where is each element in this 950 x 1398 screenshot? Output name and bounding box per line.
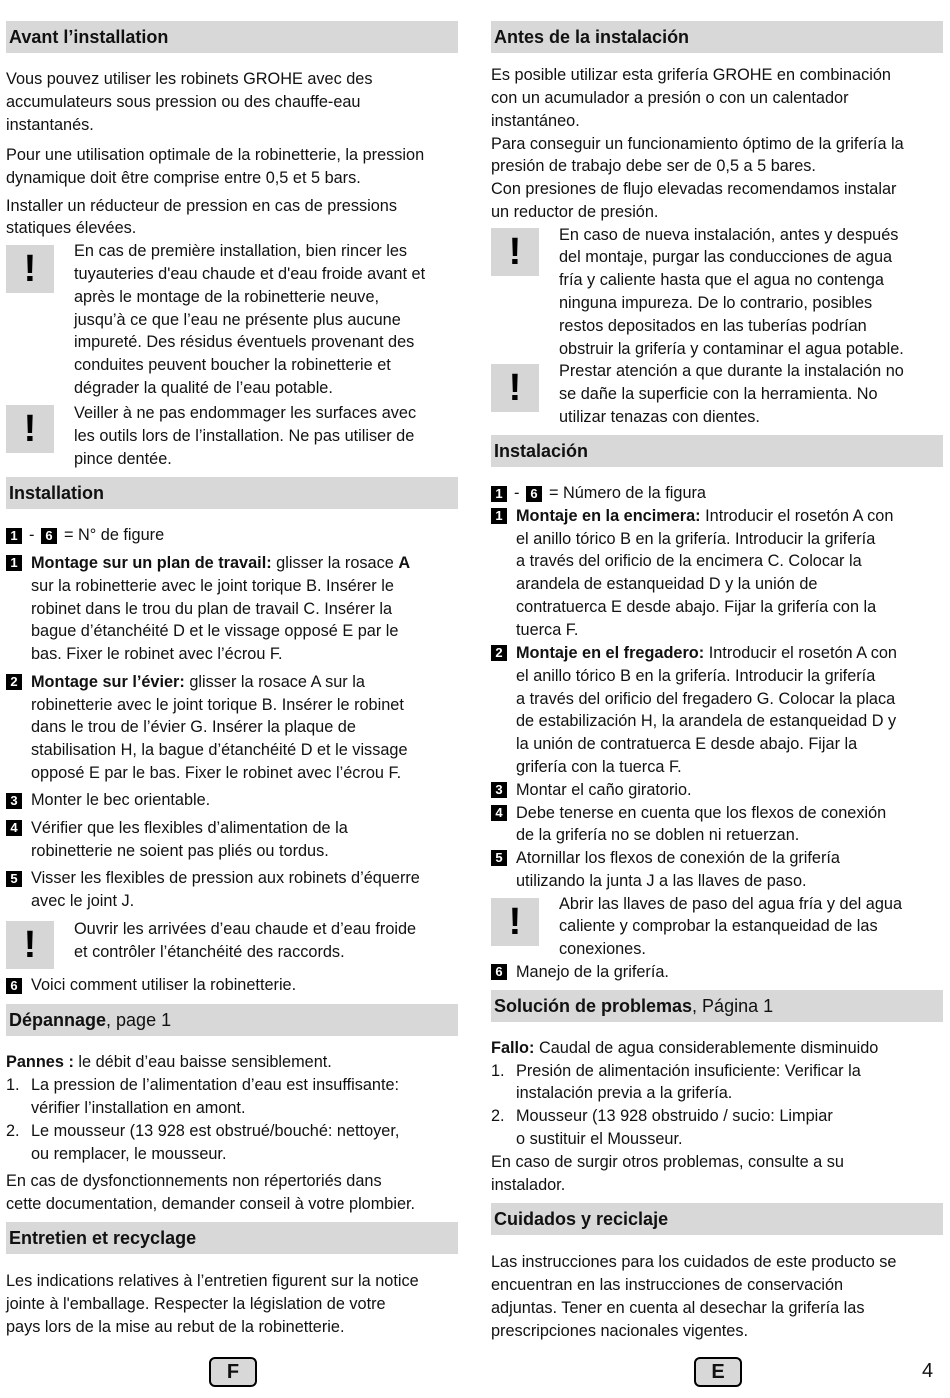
fault-item-line: Presión de alimentación insuficiente: Verificar la: [516, 1062, 861, 1080]
text-line: En cas de dysfonctionnements non répertoriés dans: [6, 1172, 382, 1190]
step-number: 1: [491, 508, 507, 524]
step-number: 2: [491, 645, 507, 661]
text-line: prescripciones nacionales vigentes.: [491, 1322, 749, 1340]
step-line: stabilisation H, la bague d’étanchéité D et le vissage: [31, 741, 408, 759]
heading-installation: Installation: [6, 477, 458, 509]
warning-text-line: Abrir las llaves de paso del agua fría y del agua: [559, 895, 903, 913]
text-line: con un acumulador a presión o con un calentador: [491, 89, 849, 107]
step-line: bague d’étanchéité D et le vissage opposé E par le: [31, 622, 399, 640]
text-line: adjuntas. Tener en cuenta al desechar la grifería las: [491, 1299, 865, 1317]
step-line: el anillo tórico B en la grifería. Introducir la grifería: [516, 667, 876, 685]
step-number: 4: [6, 820, 22, 836]
step-line: robinetterie ne soient pas pliés ou tordus.: [31, 842, 329, 860]
warning-text-line: Veiller à ne pas endommager les surfaces avec: [74, 404, 417, 422]
text-line: Pour une utilisation optimale de la robinetterie, la pression: [6, 146, 425, 164]
heading-installation: Instalación: [491, 435, 943, 467]
warning-text-line: se dañe la superficie con la herramienta. No: [559, 385, 878, 403]
step-line: Montage sur l’évier: glisser la rosace A sur la: [31, 673, 365, 691]
warning-text-line: En caso de nueva instalación, antes y después: [559, 226, 899, 244]
warning-text-line: obstruir la grifería y contaminar el agua potable.: [559, 340, 904, 358]
fault-line: Pannes : le débit d’eau baisse sensiblement.: [6, 1053, 332, 1071]
step-line: el anillo tórico B en la grifería. Introducir la grifería: [516, 530, 876, 548]
warning-text-line: impureté. Des résidus éventuels provenant des: [74, 333, 415, 351]
step-line: Monter le bec orientable.: [31, 791, 211, 809]
text-line: accumulateurs sous pression ou des chauffe-eau: [6, 93, 361, 111]
figure-range: 1 - 6 = Número de la figura: [491, 482, 706, 505]
warning-text-line: les outils lors de l’installation. Ne pas utiliser de: [74, 427, 415, 445]
step-line: Montage sur un plan de travail: glisser la rosace A: [31, 554, 411, 572]
step-line: de la grifería no se doblen ni retuerzan.: [516, 826, 800, 844]
text-line: Vous pouvez utiliser les robinets GROHE avec des: [6, 70, 373, 88]
step-line: Debe tenerse en cuenta que los flexos de conexión: [516, 804, 887, 822]
warning-text-line: et contrôler l’étanchéité des raccords.: [74, 943, 345, 961]
step-line: bas. Fixer le robinet avec l’écrou F.: [31, 645, 283, 663]
warning-text-line: jusqu’à ce que l’eau ne présente plus aucune: [74, 311, 401, 329]
fault-line: Fallo: Caudal de agua considerablemente disminuido: [491, 1039, 879, 1057]
heading-care-recycling: Entretien et recyclage: [6, 1222, 458, 1254]
warning-text-line: caliente y comprobar la estanqueidad de las: [559, 917, 878, 935]
fault-item-line: La pression de l’alimentation d’eau est insuffisante:: [31, 1076, 400, 1094]
warning-box: [6, 405, 54, 453]
step-line: sur la robinetterie avec le joint torique B. Insérer le: [31, 577, 394, 595]
warning-text-line: conexiones.: [559, 940, 646, 958]
warning-box: [6, 921, 54, 969]
exclamation-warning-icon: !: [508, 901, 522, 943]
step-line: contratuerca E desde abajo. Fijar la grifería con la: [516, 598, 877, 616]
step-line: arandela de estanqueidad D y la unión de: [516, 575, 818, 593]
warning-text-line: En cas de première installation, bien rincer les: [74, 242, 408, 260]
heading-care-recycling: Cuidados y reciclaje: [491, 1203, 943, 1235]
text-line: Es posible utilizar esta grifería GROHE en combinación: [491, 66, 891, 84]
warning-text-line: Prestar atención a que durante la instalación no: [559, 362, 904, 380]
step-line: Montaje en el fregadero: Introducir el rosetón A con: [516, 644, 897, 662]
heading-before-installation: Avant l’installation: [6, 21, 458, 53]
heading-troubleshooting: Solución de problemas, Página 1: [491, 990, 943, 1022]
language-badge-french: F: [209, 1357, 257, 1387]
step-line: la unión de contratuerca E desde abajo. Fijar la: [516, 735, 858, 753]
warning-box: [491, 228, 539, 276]
text-line: pays lors de la mise au rebut de la robinetterie.: [6, 1318, 345, 1336]
warning-text-line: fría y caliente hasta que el agua no contenga: [559, 271, 884, 289]
step-line: Montar el caño giratorio.: [516, 781, 692, 799]
fault-number: 2.: [6, 1122, 20, 1140]
exclamation-warning-icon: !: [23, 408, 37, 450]
text-line: instalador.: [491, 1176, 566, 1194]
step-line: dans le trou de l’évier G. Insérer la plaque de: [31, 718, 356, 736]
step-line: tuerca F.: [516, 621, 579, 639]
fault-item-line: Le mousseur (13 928 est obstrué/bouché: nettoyer,: [31, 1122, 400, 1140]
warning-box: [6, 245, 54, 293]
fault-number: 2.: [491, 1107, 505, 1125]
warning-text-line: del montaje, purgar las conducciones de agua: [559, 248, 893, 266]
text-line: Les indications relatives à l’entretien figurent sur la notice: [6, 1272, 419, 1290]
text-line: instantáneo.: [491, 112, 580, 130]
step-line: de estabilización H, la arandela de estanqueidad D y: [516, 712, 897, 730]
exclamation-warning-icon: !: [508, 367, 522, 409]
warning-text-line: tuyauteries d'eau chaude et d'eau froide avant et: [74, 265, 426, 283]
fault-item-line: ou remplacer, le mousseur.: [31, 1145, 227, 1163]
exclamation-warning-icon: !: [508, 231, 522, 273]
step-line: Montaje en la encimera: Introducir el rosetón A con: [516, 507, 894, 525]
warning-text-line: utilizar tenazas con dientes.: [559, 408, 760, 426]
step-number: 3: [491, 782, 507, 798]
step-line: opposé E par le bas. Fixer le robinet avec l’écrou F.: [31, 764, 402, 782]
text-line: Para conseguir un funcionamiento óptimo de la grifería la: [491, 135, 904, 153]
warning-text-line: pince dentée.: [74, 450, 172, 468]
step-line: avec le joint J.: [31, 892, 135, 910]
text-line: En caso de surgir otros problemas, consulte a su: [491, 1153, 844, 1171]
language-badge-spanish: E: [694, 1357, 742, 1387]
fault-item-line: Mousseur (13 928 obstruido / sucio: Limpiar: [516, 1107, 833, 1125]
fault-item-line: vérifier l’installation en amont.: [31, 1099, 246, 1117]
warning-text-line: Ouvrir les arrivées d’eau chaude et d’eau froide: [74, 920, 417, 938]
step-number: 2: [6, 674, 22, 690]
warning-text-line: après le montage de la robinetterie neuve,: [74, 288, 380, 306]
step-number: 5: [6, 871, 22, 887]
fault-number: 1.: [491, 1062, 505, 1080]
warning-text-line: conduites peuvent boucher la robinetterie et: [74, 356, 391, 374]
figure-range: 1 - 6 = N° de figure: [6, 524, 164, 547]
text-line: dynamique doit être comprise entre 0,5 et 5 bars.: [6, 169, 361, 187]
step-number: 5: [491, 850, 507, 866]
text-line: un reductor de presión.: [491, 203, 659, 221]
step-line: a través del orificio de la encimera C. Colocar la: [516, 552, 862, 570]
exclamation-warning-icon: !: [23, 248, 37, 290]
step-line: a través del orificio del fregadero G. Colocar la placa: [516, 690, 896, 708]
warning-text-line: dégrader la qualité de l’eau potable.: [74, 379, 333, 397]
step-line: utilizando la junta J a las llaves de paso.: [516, 872, 807, 890]
fault-item-line: o sustituir el Mousseur.: [516, 1130, 683, 1148]
text-line: encuentran en las instrucciones de conservación: [491, 1276, 844, 1294]
step-line: Vérifier que les flexibles d’alimentation de la: [31, 819, 348, 837]
fault-item-line: instalación previa a la grifería.: [516, 1084, 733, 1102]
step-line: Voici comment utiliser la robinetterie.: [31, 976, 297, 994]
text-line: jointe à l'emballage. Respecter la législation de votre: [6, 1295, 386, 1313]
step-number: 6: [6, 978, 22, 994]
step-line: robinet dans le trou du plan de travail C. Insérer la: [31, 600, 393, 618]
step-number: 1: [6, 555, 22, 571]
page-number: 4: [922, 1360, 934, 1382]
step-number: 4: [491, 805, 507, 821]
warning-text-line: restos depositados en las tuberías podrían: [559, 317, 867, 335]
step-line: robinetterie avec le joint torique B. Insérer le robinet: [31, 696, 404, 714]
warning-box: [491, 364, 539, 412]
warning-text-line: ninguna impureza. De lo contrario, posibles: [559, 294, 873, 312]
text-line: Con presiones de flujo elevadas recomendamos instalar: [491, 180, 897, 198]
step-line: Visser les flexibles de pression aux robinets d’équerre: [31, 869, 420, 887]
step-line: grifería con la tuerca F.: [516, 758, 682, 776]
text-line: Las instrucciones para los cuidados de este producto se: [491, 1253, 897, 1271]
text-line: cette documentation, demander conseil à votre plombier.: [6, 1195, 416, 1213]
text-line: presión de trabajo debe ser de 0,5 a 5 bares.: [491, 157, 816, 175]
step-number: 3: [6, 793, 22, 809]
exclamation-warning-icon: !: [23, 924, 37, 966]
step-line: Atornillar los flexos de conexión de la grifería: [516, 849, 840, 867]
step-line: Manejo de la grifería.: [516, 963, 669, 981]
warning-box: [491, 898, 539, 946]
fault-number: 1.: [6, 1076, 20, 1094]
text-line: Installer un réducteur de pression en cas de pressions: [6, 197, 397, 215]
text-line: instantanés.: [6, 116, 94, 134]
step-number: 6: [491, 964, 507, 980]
heading-before-installation: Antes de la instalación: [491, 21, 943, 53]
heading-troubleshooting: Dépannage, page 1: [6, 1004, 458, 1036]
text-line: statiques élevées.: [6, 219, 137, 237]
